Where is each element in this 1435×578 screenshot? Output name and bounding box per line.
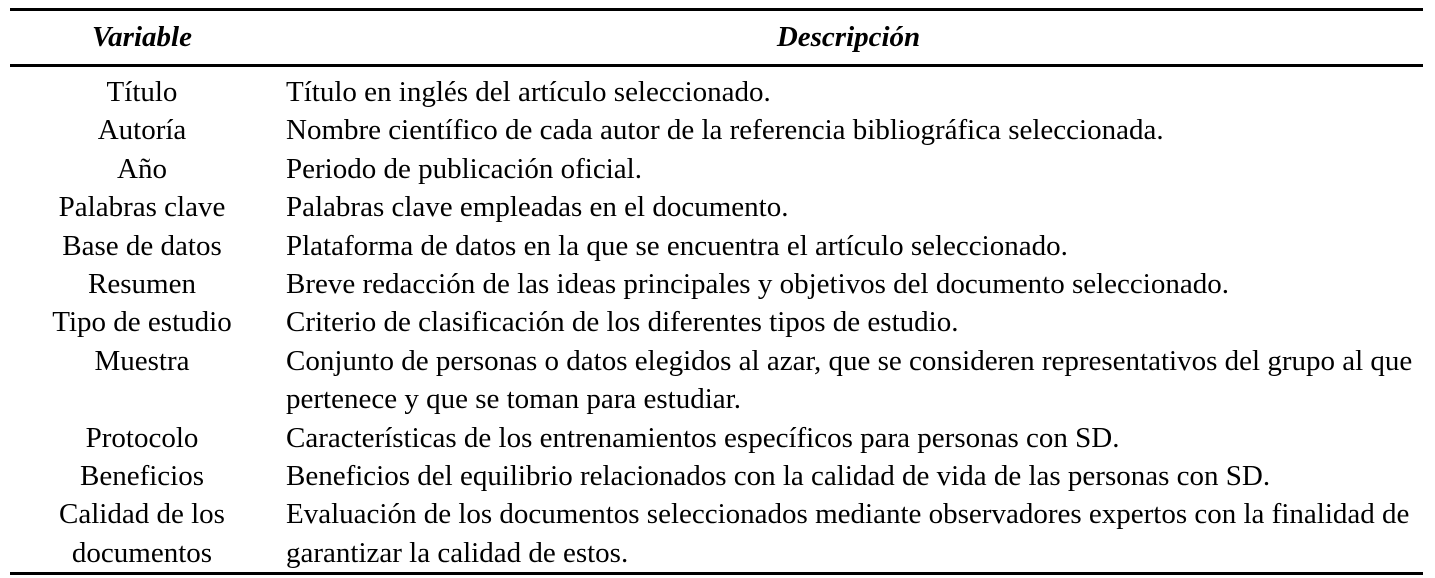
header-variable: Variable: [92, 21, 192, 53]
variable-cell: Palabras clave: [58, 191, 226, 224]
variable-cell: Resumen: [88, 268, 196, 301]
description-cell: Beneficios del equilibrio relacionados con la calidad de vida de las personas con SD.: [286, 460, 1271, 493]
table-row: [10, 495, 1423, 573]
table-row: [10, 419, 1423, 457]
table-row: [10, 66, 1423, 112]
header-row: [10, 10, 1423, 66]
variables-table-container: [10, 8, 1423, 575]
description-cell: Título en inglés del artículo seleccionado.: [286, 76, 771, 108]
table-row: [10, 111, 1423, 149]
table-header: [10, 10, 1423, 66]
variable-cell: Tipo de estudio: [52, 306, 232, 339]
table-row: [10, 265, 1423, 303]
description-cell: Breve redacción de las ideas principales y objetivos del documento seleccionado.: [286, 268, 1229, 301]
variable-cell: Muestra: [94, 344, 190, 377]
variables-table: [10, 8, 1423, 575]
description-cell: Evaluación de los documentos seleccionados mediante observadores expertos con la finalidad de garantizar la calidad de estos.: [286, 498, 1410, 569]
description-cell: Características de los entrenamientos específicos para personas con SD.: [286, 421, 1120, 454]
variable-cell: Año: [117, 152, 167, 185]
table-row: [10, 150, 1423, 188]
variable-cell: Base de datos: [62, 229, 222, 262]
header-description: Descripción: [776, 21, 921, 53]
variable-cell: Calidad de los documentos: [59, 498, 225, 569]
variable-cell: Protocolo: [85, 421, 199, 454]
description-cell: Plataforma de datos en la que se encuentra el artículo seleccionado.: [286, 229, 1068, 262]
description-cell: Conjunto de personas o datos elegidos al azar, que se consideren representativos del grupo al que pertenece y que se toman para estudiar.: [286, 344, 1413, 416]
description-cell: Nombre científico de cada autor de la referencia bibliográfica seleccionada.: [286, 114, 1164, 147]
description-cell: Palabras clave empleadas en el documento.: [286, 191, 789, 224]
description-cell: Criterio de clasificación de los diferentes tipos de estudio.: [286, 306, 959, 339]
variable-cell: Título: [106, 76, 178, 108]
table-row: [10, 188, 1423, 226]
variable-cell: Beneficios: [79, 460, 204, 493]
table-row: [10, 227, 1423, 265]
table-row: [10, 303, 1423, 341]
table-row: [10, 457, 1423, 495]
table-row: [10, 342, 1423, 419]
variable-cell: Autoría: [97, 114, 187, 147]
table-body: [10, 66, 1423, 574]
description-cell: Periodo de publicación oficial.: [286, 152, 642, 185]
